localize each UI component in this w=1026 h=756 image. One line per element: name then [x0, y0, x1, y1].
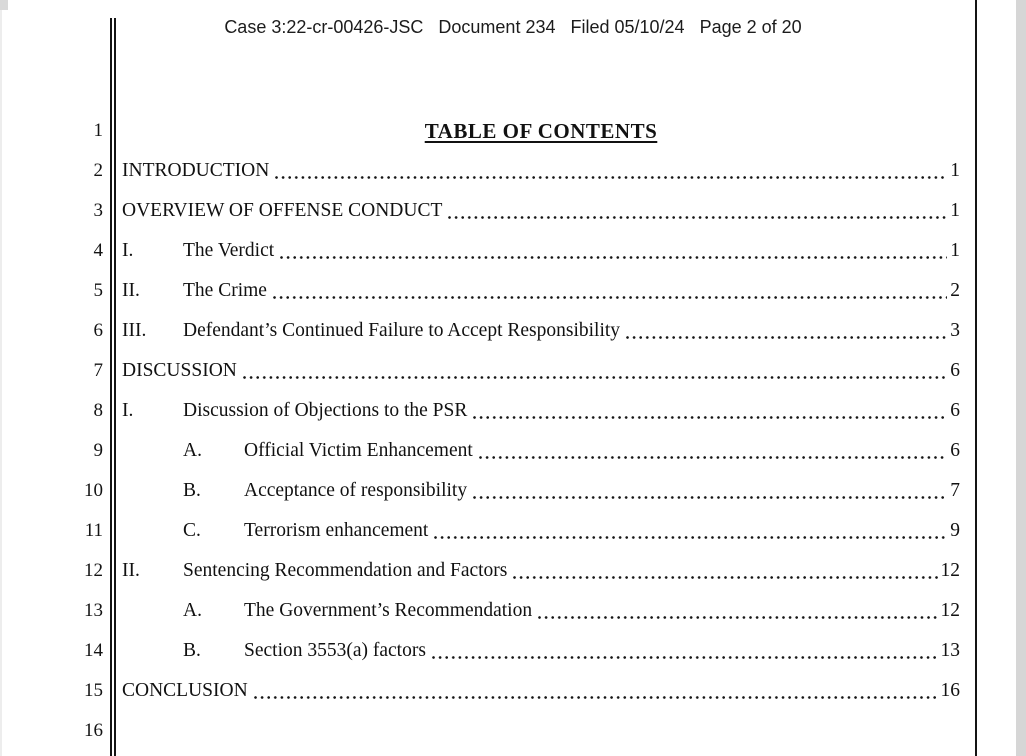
- toc-entry-text: INTRODUCTION: [122, 160, 270, 181]
- line-number: 5: [93, 280, 103, 301]
- toc-entry-row: [122, 591, 960, 631]
- dot-leader: [243, 376, 947, 379]
- toc-entry-row: [122, 671, 960, 711]
- dot-leader: [479, 456, 947, 459]
- toc-rows: [122, 111, 960, 751]
- pleading-double-rule: [110, 18, 116, 756]
- toc-entry-text: Official Victim Enhancement: [244, 440, 473, 461]
- toc-page-number: 9: [950, 520, 960, 541]
- toc-entry-row: [122, 431, 960, 471]
- toc-empty-row: [122, 711, 960, 751]
- toc-page-number: 3: [950, 320, 960, 341]
- line-number: 8: [93, 400, 103, 421]
- dot-leader: [280, 256, 947, 259]
- toc-page-number: 7: [950, 480, 960, 501]
- toc-entry-text: Acceptance of responsibility: [244, 480, 468, 501]
- line-number: 1: [93, 120, 103, 141]
- case-stamp-segment: Document 234: [438, 17, 556, 37]
- dot-leader: [538, 616, 937, 619]
- toc-entry-text: Section 3553(a) factors: [244, 640, 426, 661]
- line-number-column: [0, 111, 103, 751]
- line-number: 7: [93, 360, 103, 381]
- toc-entry-row: [122, 511, 960, 551]
- dot-leader: [432, 656, 938, 659]
- toc-entry-label: I.: [122, 400, 134, 421]
- toc-entry-text: The Government’s Recommendation: [244, 600, 533, 621]
- toc-entry-text: The Crime: [183, 280, 267, 301]
- toc-entry-label: II.: [122, 280, 140, 301]
- line-number: 9: [93, 440, 103, 461]
- dot-leader: [275, 176, 947, 179]
- toc-entry-text: Defendant’s Continued Failure to Accept Responsibility: [183, 320, 621, 341]
- dot-leader: [273, 296, 947, 299]
- toc-entry-row: [122, 631, 960, 671]
- toc-page-number: 6: [950, 440, 960, 461]
- dot-leader: [448, 216, 947, 219]
- toc-page-number: 12: [940, 560, 960, 581]
- toc-page-number: 1: [950, 160, 960, 181]
- toc-entry-label: II.: [122, 560, 140, 581]
- toc-entry-text: Discussion of Objections to the PSR: [183, 400, 468, 421]
- dot-leader: [513, 576, 937, 579]
- line-number: 14: [84, 640, 103, 661]
- toc-page-number: 1: [950, 200, 960, 221]
- line-number: 6: [93, 320, 103, 341]
- toc-entry-row: [122, 151, 960, 191]
- toc-entry-label: B.: [183, 480, 201, 501]
- toc-page-number: 12: [940, 600, 960, 621]
- toc-entry-label: I.: [122, 240, 134, 261]
- toc-title: TABLE OF CONTENTS: [424, 119, 658, 143]
- line-number: 3: [93, 200, 103, 221]
- toc-entry-text: Terrorism enhancement: [244, 520, 429, 541]
- toc-entry-label: III.: [122, 320, 147, 341]
- case-stamp-header: [0, 17, 1026, 38]
- toc-entry-row: [122, 231, 960, 271]
- line-number: 10: [84, 480, 103, 501]
- line-number: 2: [93, 160, 103, 181]
- toc-entry-row: [122, 271, 960, 311]
- line-number: 13: [84, 600, 103, 621]
- toc-title-row: [122, 111, 960, 151]
- toc-entry-label: B.: [183, 640, 201, 661]
- viewer-right-gutter: [1016, 0, 1026, 756]
- case-stamp-segment: Case 3:22-cr-00426-JSC: [224, 17, 424, 37]
- toc-entry-row: [122, 391, 960, 431]
- page-right-border-rule: [975, 0, 977, 756]
- toc-entry-text: The Verdict: [183, 240, 275, 261]
- toc-page-number: 16: [940, 680, 960, 701]
- case-stamp-segment: Filed 05/10/24: [570, 17, 685, 37]
- toc-entry-label: A.: [183, 600, 202, 621]
- toc-page-number: 2: [950, 280, 960, 301]
- toc-entry-label: C.: [183, 520, 201, 541]
- dot-leader: [254, 696, 938, 699]
- viewer-top-left-notch: [0, 0, 8, 10]
- toc-entry-row: [122, 551, 960, 591]
- line-number: 16: [84, 720, 103, 741]
- toc-entry-text: DISCUSSION: [122, 360, 237, 381]
- toc-page-number: 13: [940, 640, 960, 661]
- toc-entry-text: CONCLUSION: [122, 680, 248, 701]
- line-number: 4: [93, 240, 103, 261]
- line-number: 12: [84, 560, 103, 581]
- toc-entry-label: A.: [183, 440, 202, 461]
- toc-entry-text: OVERVIEW OF OFFENSE CONDUCT: [122, 200, 443, 221]
- dot-leader: [626, 336, 947, 339]
- toc-entry-row: [122, 191, 960, 231]
- toc-page-number: 1: [950, 240, 960, 261]
- line-number: 11: [84, 520, 103, 541]
- toc-entry-row: [122, 311, 960, 351]
- line-number: 15: [84, 680, 103, 701]
- toc-page-number: 6: [950, 400, 960, 421]
- dot-leader: [473, 416, 947, 419]
- dot-leader: [473, 496, 947, 499]
- dot-leader: [434, 536, 947, 539]
- toc-page-number: 6: [950, 360, 960, 381]
- toc-entry-row: [122, 471, 960, 511]
- toc-entry-text: Sentencing Recommendation and Factors: [183, 560, 508, 581]
- case-stamp-segment: Page 2 of 20: [699, 17, 802, 37]
- toc-entry-row: [122, 351, 960, 391]
